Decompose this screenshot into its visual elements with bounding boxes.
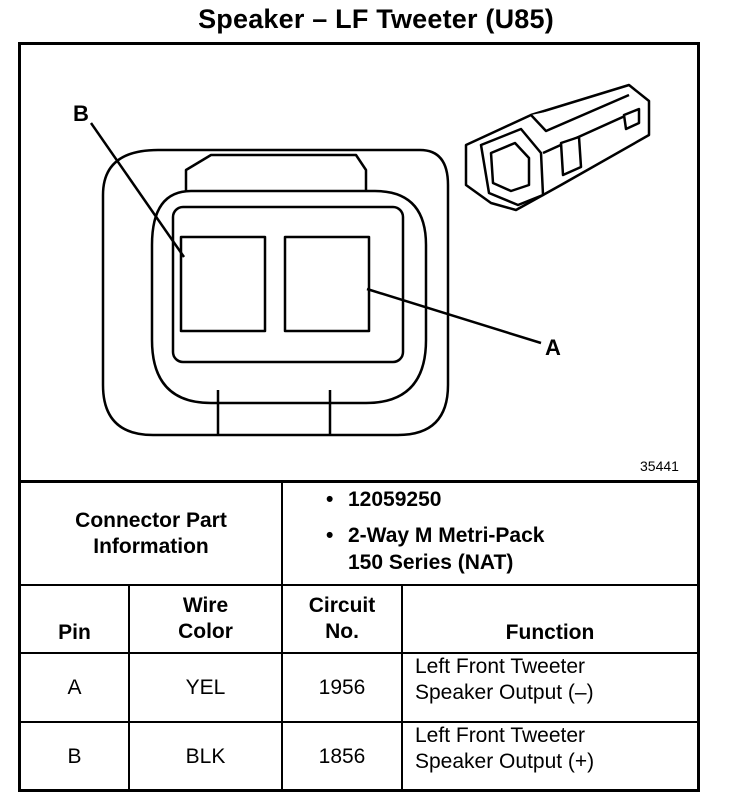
connector-info-label-line1: Connector Part xyxy=(75,508,227,532)
row-a-wire-color: YEL xyxy=(185,675,226,699)
connector-info-label xyxy=(21,483,281,584)
cavity-b xyxy=(181,237,265,331)
pin-a-callout: A xyxy=(545,335,561,360)
row-a-function: Left Front Tweeter Speaker Output (–) xyxy=(415,655,594,704)
part-number: 12059250 xyxy=(348,488,442,511)
connector-isometric-icon xyxy=(466,85,649,210)
pin-b-callout: B xyxy=(73,101,89,126)
row-a-circuit: 1956 xyxy=(318,675,366,699)
header-pin: Pin xyxy=(58,621,91,644)
info-divider xyxy=(281,483,283,584)
connector-diagram xyxy=(21,45,697,481)
row-b-circuit: 1856 xyxy=(318,744,366,768)
page-title: Speaker – LF Tweeter (U85) xyxy=(198,4,554,34)
row-b-wire-color: BLK xyxy=(185,744,226,768)
row-a-pin: A xyxy=(67,675,82,699)
connector-description-line1: 2-Way M Metri-Pack xyxy=(348,524,545,547)
leader-line-a xyxy=(367,289,541,343)
header-circuit: Circuit No. xyxy=(308,594,376,643)
header-wire-color: Wire Color xyxy=(178,594,233,643)
leader-line-b xyxy=(91,123,184,257)
connector-housing-inner xyxy=(152,191,426,403)
header-function: Function xyxy=(505,621,595,644)
connector-info-label-line2: Information xyxy=(93,534,209,558)
figure-number: 35441 xyxy=(640,458,679,474)
row-b-function: Left Front Tweeter Speaker Output (+) xyxy=(415,724,595,773)
bullet-1: • xyxy=(326,488,334,511)
connector-description-line2: 150 Series (NAT) xyxy=(348,551,514,574)
connector-info-values xyxy=(326,486,544,576)
row-b-pin: B xyxy=(67,744,82,768)
bullet-2: • xyxy=(326,524,334,547)
connector-top-tab xyxy=(186,155,366,191)
cavity-a xyxy=(285,237,369,331)
connector-bottom-latch xyxy=(218,390,330,435)
